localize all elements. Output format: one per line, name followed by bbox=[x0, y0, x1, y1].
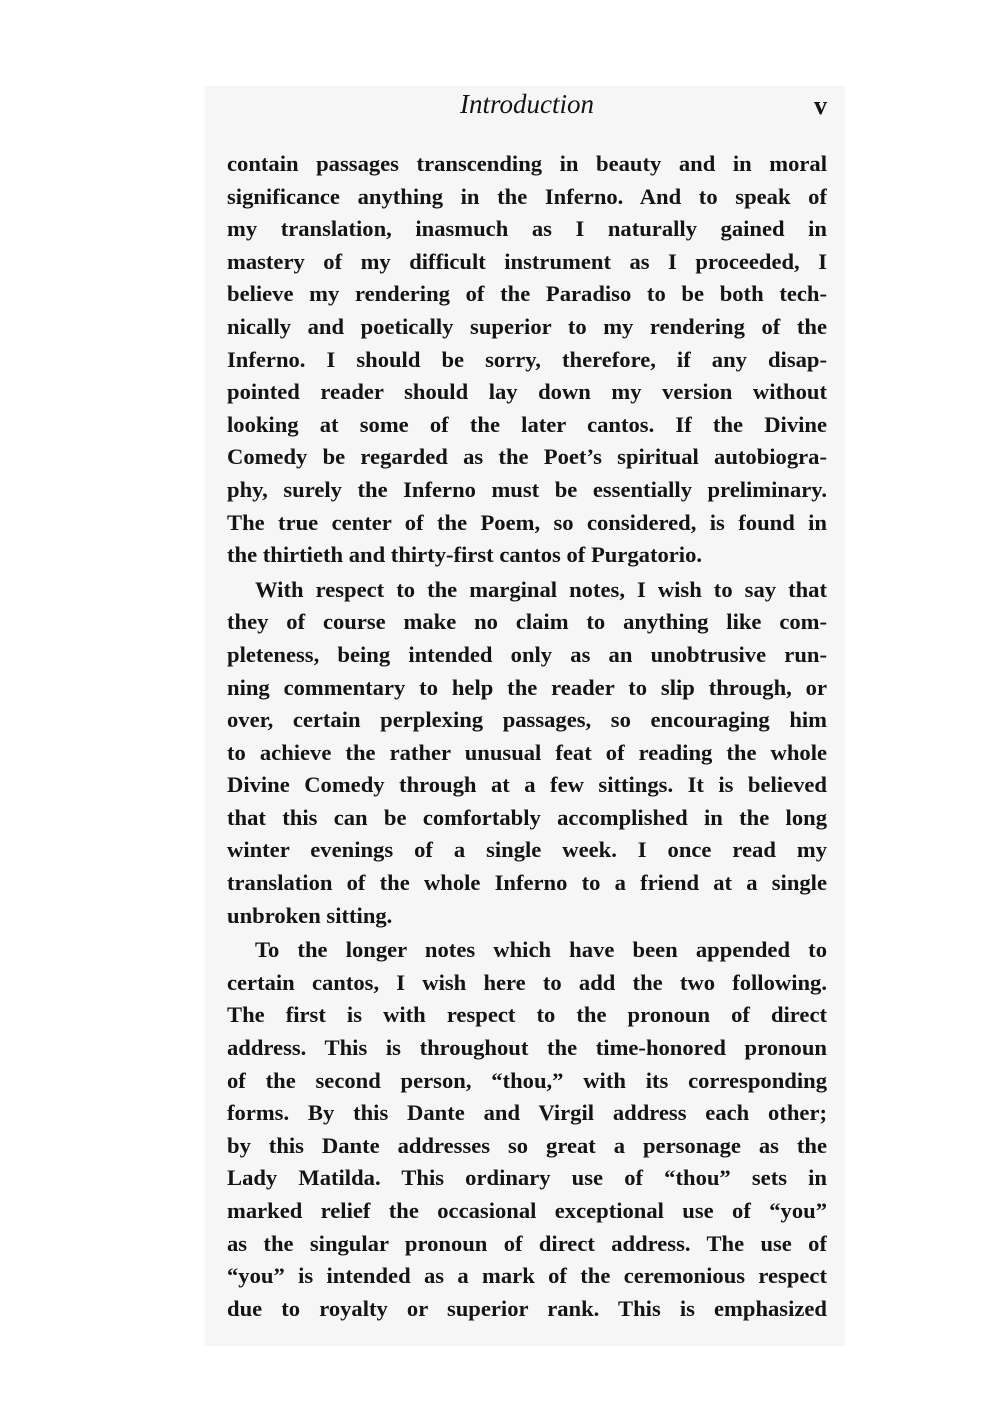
text-line: winter evenings of a single week. I once read my bbox=[227, 837, 827, 863]
paragraph-start-line: With respect to the marginal notes, I wish to say that bbox=[255, 576, 827, 602]
paragraph-end-line: unbroken sitting. bbox=[227, 902, 393, 928]
text-line: certain cantos, I wish here to add the two following. bbox=[227, 969, 827, 995]
text-line: my translation, inasmuch as I naturally gained in bbox=[227, 216, 827, 242]
paragraph-start-line: To the longer notes which have been appended to bbox=[255, 937, 827, 963]
text-line: address. This is throughout the time-honored pronoun bbox=[227, 1035, 827, 1061]
text-line: phy, surely the Inferno must be essentially preliminary. bbox=[227, 476, 827, 502]
running-title: Introduction bbox=[460, 89, 594, 119]
paragraph-end-line: the thirtieth and thirty-first cantos of Purgatorio. bbox=[227, 542, 703, 568]
text-line: The first is with respect to the pronoun of direct bbox=[227, 1002, 827, 1028]
text-line: nically and poetically superior to my rendering of the bbox=[227, 313, 827, 339]
text-line: pleteness, being intended only as an unobtrusive run- bbox=[227, 641, 827, 667]
body-text bbox=[227, 148, 827, 1325]
text-line: that this can be comfortably accomplished in the long bbox=[227, 804, 827, 830]
text-line: ning commentary to help the reader to slip through, or bbox=[227, 674, 827, 700]
text-line: of the second person, “thou,” with its corresponding bbox=[227, 1067, 827, 1093]
text-line: Lady Matilda. This ordinary use of “thou” sets in bbox=[227, 1165, 827, 1191]
text-line: due to royalty or superior rank. This is emphasized bbox=[227, 1295, 827, 1321]
text-line: The true center of the Poem, so considered, is found in bbox=[227, 509, 827, 535]
text-line: pointed reader should lay down my version without bbox=[227, 379, 827, 405]
text-line: “you” is intended as a mark of the ceremonious respect bbox=[227, 1263, 827, 1289]
page-number: v bbox=[814, 91, 827, 120]
text-line: by this Dante addresses so great a personage as the bbox=[227, 1132, 827, 1158]
text-line: they of course make no claim to anything like com- bbox=[227, 609, 827, 635]
running-head bbox=[227, 86, 827, 122]
text-line: over, certain perplexing passages, so encouraging him bbox=[227, 707, 827, 733]
text-line: Divine Comedy through at a few sittings. It is believed bbox=[227, 772, 827, 798]
text-line: marked relief the occasional exceptional use of “you” bbox=[227, 1198, 827, 1223]
text-line: looking at some of the later cantos. If the Divine bbox=[227, 411, 827, 437]
text-line: mastery of my difficult instrument as I proceeded, I bbox=[227, 248, 827, 274]
text-line: significance anything in the Inferno. And to speak of bbox=[227, 183, 827, 209]
text-line: Comedy be regarded as the Poet’s spiritual autobiogra- bbox=[227, 444, 827, 470]
text-line: forms. By this Dante and Virgil address each other; bbox=[227, 1100, 827, 1126]
text-line: to achieve the rather unusual feat of reading the whole bbox=[227, 739, 827, 765]
text-line: translation of the whole Inferno to a friend at a single bbox=[227, 870, 827, 896]
text-line: as the singular pronoun of direct address. The use of bbox=[227, 1230, 827, 1256]
text-line: Inferno. I should be sorry, therefore, if any disap- bbox=[227, 346, 827, 372]
text-line: contain passages transcending in beauty and in moral bbox=[227, 151, 827, 176]
text-line: believe my rendering of the Paradiso to be both tech- bbox=[227, 281, 827, 307]
